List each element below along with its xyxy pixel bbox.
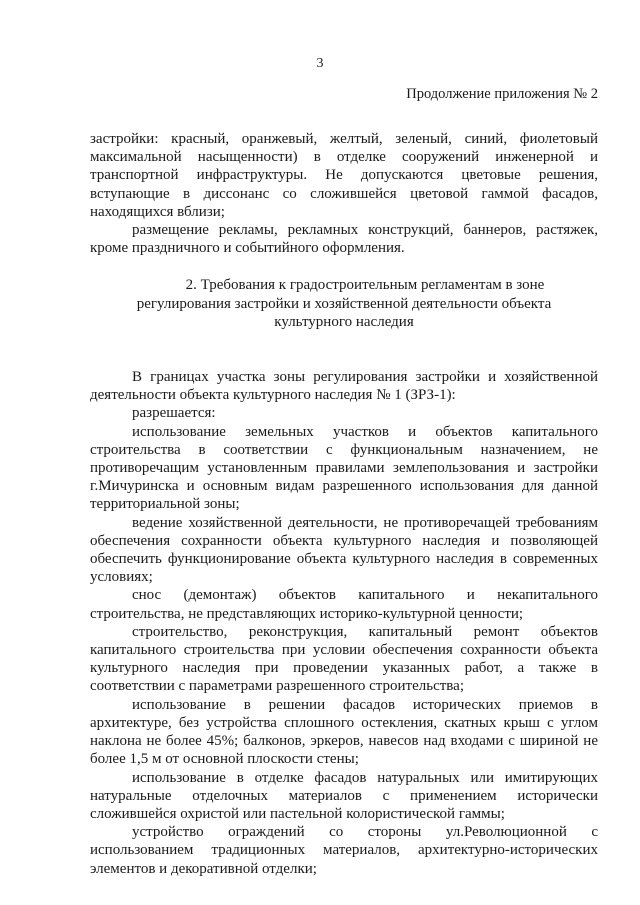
- paragraph-fencing: устройство ограждений со стороны ул.Революционной с использованием традиционных материалов, архитектурно-исторических элементов и декоративной отделки;: [90, 824, 598, 877]
- paragraph-allowed-label: разрешается:: [132, 405, 216, 422]
- paragraph-advertising: размещение рекламы, рекламных конструкций, баннеров, растяжек, кроме праздничного и событийного оформления.: [90, 222, 598, 257]
- paragraph-economic-activity: ведение хозяйственной деятельности, не противоречащей требованиям обеспечения сохранности объекта культурного наследия и позволяющей обеспечить функционирование объекта культурного наследия в современных условиях;: [90, 514, 598, 586]
- paragraph-facade-materials: использование в отделке фасадов натуральных или имитирующих натуральные отделочных материалов с применением исторически сложившейся охристой или пастельной колористической гаммы;: [90, 769, 598, 822]
- paragraph-facade-techniques: использование в решении фасадов исторических приемов в архитектуре, без устройства сплошного остекления, скатных крыш с углом наклона не более 45%; балконов, эркеров, навесов над входами с шириной не более 1,5 м от основной плоскости стены;: [90, 696, 598, 768]
- paragraph-land-use: использование земельных участков и объектов капитального строительства в соответствии с функциональным назначением, не противоречащим установленным правилами землепользования и застройки г.Мичуринска и основным видам разрешенного использования для данной территориальной зоны;: [90, 423, 598, 513]
- paragraph-construction: строительство, реконструкция, капитальный ремонт объектов капитального строительства при условии обеспечения сохранности объекта культурного наследия при проведении указанных работ, а также в соответствии с параметрами разрешенного строительства;: [90, 623, 598, 695]
- page-number: 3: [316, 56, 324, 71]
- document-body: [90, 130, 598, 878]
- paragraph-zone-intro: В границах участка зоны регулирования застройки и хозяйственной деятельности объекта культурного наследия № 1 (ЗРЗ-1):: [90, 369, 598, 404]
- appendix-note: Продолжение приложения № 2: [406, 86, 598, 102]
- section-heading: 2. Требования к градостроительным регламентам в зоне регулирования застройки и хозяйственной деятельности объекта культурного наследия: [136, 277, 552, 330]
- paragraph-demolition: снос (демонтаж) объектов капитального и некапитального строительства, не представляющих историко-культурной ценности;: [90, 587, 598, 622]
- paragraph-color-restrictions: застройки: красный, оранжевый, желтый, зеленый, синий, фиолетовый максимальной насыщенности) в отделке сооружений инженерной и транспортной инфраструктуры. Не допускаются цветовые решения, вступающие в диссонанс со сложившейся цветовой гаммой фасадов, находящихся вблизи;: [90, 131, 598, 220]
